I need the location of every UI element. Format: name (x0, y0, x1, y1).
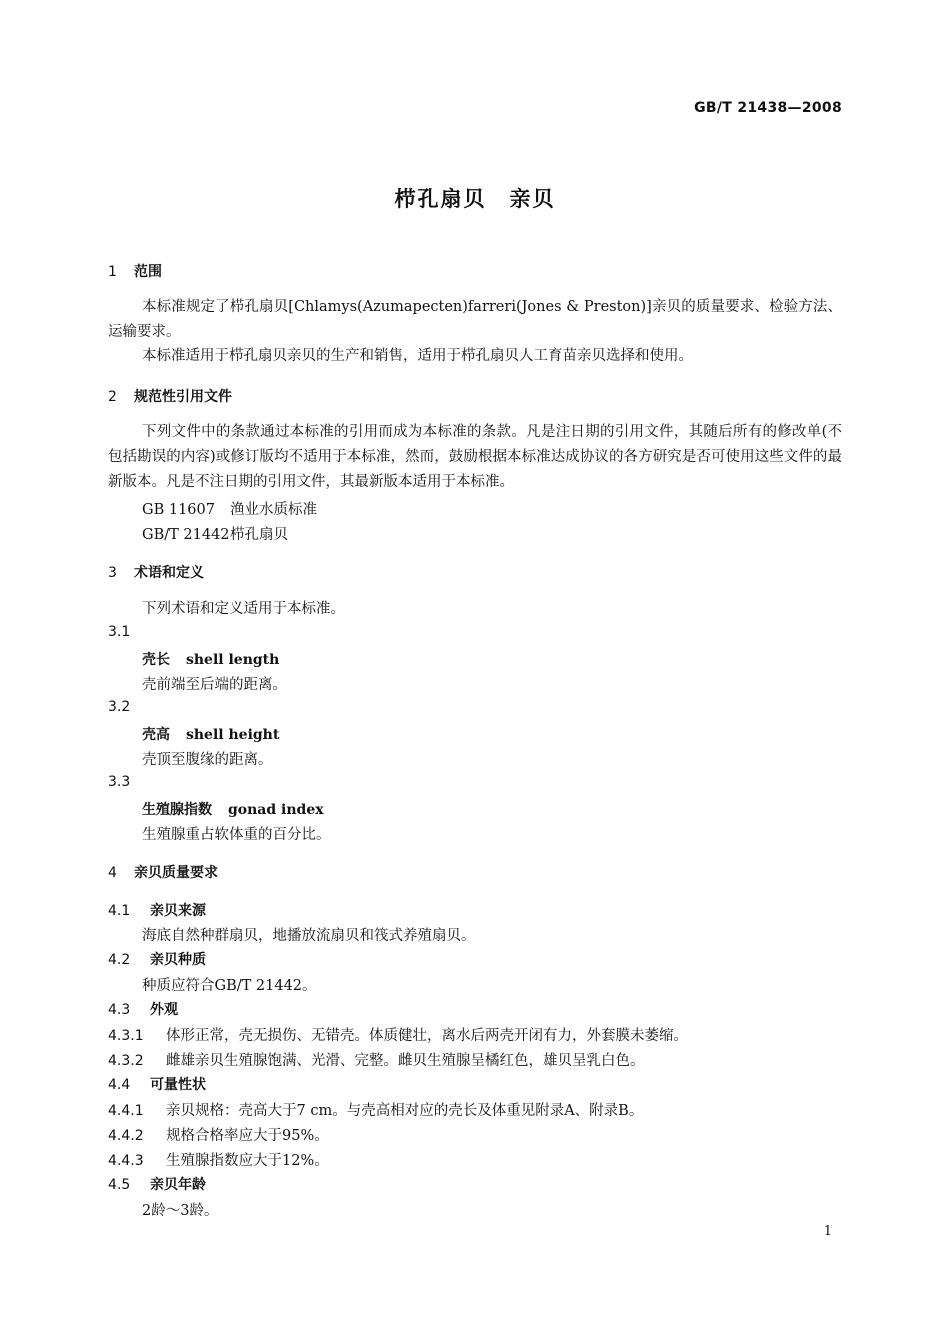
reference-code: GB 11607 (142, 502, 215, 518)
section-1-paragraph-2: 本标准适用于栉孔扇贝亲贝的生产和销售，适用于栉孔扇贝人工育苗亲贝选择和使用。 (142, 348, 693, 364)
term-en: shell height (186, 727, 280, 743)
standard-code: GB/T 21438—2008 (694, 100, 842, 116)
term-zh: 壳高 (142, 727, 170, 743)
section-3-heading (108, 562, 204, 582)
subsection-4-2-text: 种质应符合GB/T 21442。 (142, 978, 317, 994)
reference-item (142, 498, 317, 519)
section-number: 1 (108, 264, 117, 280)
subsection-number: 4.2 (108, 952, 131, 968)
section-1-paragraph-1: 本标准规定了栉孔扇贝[Chlamys(Azumapecten)farreri(Jones & Preston)]亲贝的质量要求、检验方法、运输要求。 (108, 299, 842, 340)
term-definition: 生殖腺重占软体重的百分比。 (142, 827, 331, 843)
clause-number: 4.3.1 (108, 1028, 144, 1044)
subsection-4-5-heading (108, 1174, 206, 1194)
term-heading (142, 799, 324, 819)
reference-item (142, 523, 288, 544)
clause-text: 雌雄亲贝生殖腺饱满、光滑、完整。雌贝生殖腺呈橘红色，雄贝呈乳白色。 (166, 1053, 645, 1069)
reference-code: GB/T 21442 (142, 527, 230, 543)
subsection-title: 外观 (150, 1002, 178, 1018)
term-number: 3.2 (108, 699, 131, 715)
section-title: 范围 (134, 264, 162, 280)
subsection-4-4-heading (108, 1074, 206, 1094)
section-title: 亲贝质量要求 (134, 865, 218, 881)
subsection-title: 可量性状 (150, 1077, 206, 1093)
subsection-4-2-heading (108, 949, 206, 969)
clause-text: 生殖腺指数应大于12%。 (166, 1153, 329, 1169)
clause-number: 4.3.2 (108, 1053, 144, 1069)
section-number: 4 (108, 865, 117, 881)
term-number: 3.3 (108, 774, 131, 790)
subsection-number: 4.4 (108, 1077, 131, 1093)
clause-4-4-2 (108, 1124, 329, 1145)
term-heading (142, 649, 279, 669)
page-number: 1 (823, 1224, 832, 1239)
section-title: 规范性引用文件 (134, 389, 232, 405)
term-definition: 壳顶至腹缘的距离。 (142, 752, 273, 768)
term-en: gonad index (228, 802, 324, 818)
page-title: 栉孔扇贝 亲贝 (394, 187, 556, 211)
section-number: 3 (108, 565, 117, 581)
section-2-heading (108, 386, 232, 406)
section-number: 2 (108, 389, 117, 405)
reference-name: 栉孔扇贝 (230, 527, 288, 543)
clause-number: 4.4.2 (108, 1128, 144, 1144)
section-title: 术语和定义 (134, 565, 204, 581)
clause-4-3-2 (108, 1049, 645, 1070)
subsection-title: 亲贝年龄 (150, 1177, 206, 1193)
term-zh: 生殖腺指数 (142, 802, 212, 818)
clause-number: 4.4.3 (108, 1153, 144, 1169)
section-1-heading (108, 261, 162, 281)
term-zh: 壳长 (142, 652, 170, 668)
reference-name: 渔业水质标准 (230, 502, 317, 518)
subsection-4-3-heading (108, 999, 178, 1019)
clause-text: 体形正常，壳无损伤、无错壳。体质健壮，离水后两壳开闭有力，外套膜未萎缩。 (166, 1028, 688, 1044)
subsection-title: 亲贝来源 (150, 903, 206, 919)
subsection-4-1-text: 海底自然种群扇贝，地播放流扇贝和筏式养殖扇贝。 (142, 928, 476, 944)
clause-number: 4.4.1 (108, 1103, 144, 1119)
term-heading (142, 724, 279, 744)
term-number: 3.1 (108, 624, 131, 640)
clause-4-3-1 (108, 1024, 688, 1045)
section-4-heading (108, 862, 218, 882)
section-2-paragraph: 下列文件中的条款通过本标准的引用而成为本标准的条款。凡是注日期的引用文件，其随后所有的修改单(不包括勘误的内容)或修订版均不适用于本标准，然而，鼓励根据本标准达成协议的各方研究是否可使用这些文件的最新版本。凡是不注日期的引用文件，其最新版本适用于本标准。 (108, 424, 842, 490)
clause-4-4-3 (108, 1149, 329, 1170)
subsection-4-1-heading (108, 900, 206, 920)
clause-4-4-1 (108, 1099, 643, 1120)
clause-text: 亲贝规格：壳高大于7 cm。与壳高相对应的壳长及体重见附录A、附录B。 (166, 1103, 644, 1119)
subsection-number: 4.3 (108, 1002, 131, 1018)
clause-text: 规格合格率应大于95%。 (166, 1128, 329, 1144)
subsection-number: 4.1 (108, 903, 131, 919)
section-3-intro: 下列术语和定义适用于本标准。 (142, 601, 345, 617)
subsection-4-5-text: 2龄～3龄。 (142, 1203, 219, 1219)
term-definition: 壳前端至后端的距离。 (142, 677, 287, 693)
term-en: shell length (186, 652, 280, 668)
subsection-title: 亲贝种质 (150, 952, 206, 968)
subsection-number: 4.5 (108, 1177, 131, 1193)
